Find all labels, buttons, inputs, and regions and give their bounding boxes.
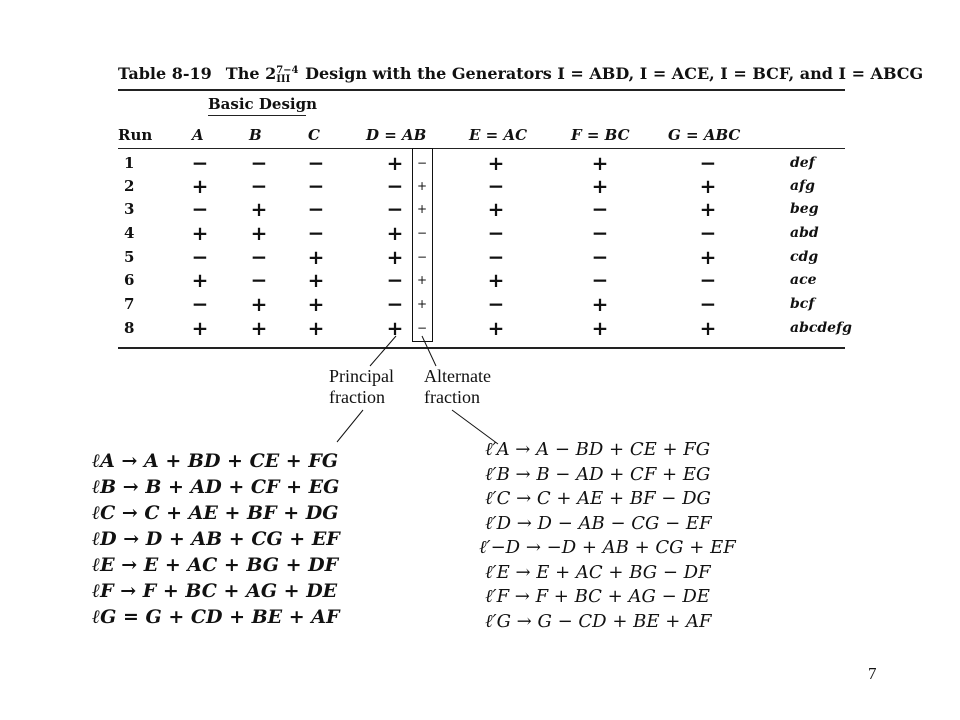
- alternate-label-line: Alternate: [424, 366, 491, 386]
- sign-cell: −: [307, 174, 325, 198]
- sign-cell: −: [386, 292, 404, 316]
- sign-cell: +: [307, 292, 325, 316]
- sign-cell: −: [191, 245, 209, 269]
- alt-sign-cell: −: [416, 250, 428, 264]
- sign-cell: −: [699, 292, 717, 316]
- sign-cell: −: [591, 268, 609, 292]
- sign-cell: −: [591, 197, 609, 221]
- principal-label-line: fraction: [329, 387, 385, 407]
- sign-cell: +: [591, 151, 609, 175]
- sign-cell: −: [591, 245, 609, 269]
- sign-cell: +: [191, 221, 209, 245]
- sign-cell: +: [487, 268, 505, 292]
- page-number: 7: [868, 664, 877, 683]
- principal-alias: ℓE → E + AC + BG + DF: [92, 554, 339, 576]
- alternate-alias-list: [479, 438, 736, 634]
- sign-cell: −: [487, 292, 505, 316]
- table-title-subscript: III: [276, 73, 291, 85]
- header-g: G = ABC: [668, 126, 741, 144]
- sign-cell: +: [386, 316, 404, 340]
- sign-cell: +: [591, 174, 609, 198]
- run-cell: 7: [124, 295, 135, 313]
- alternate-pointer-line: [422, 336, 436, 366]
- header-f: F = BC: [571, 126, 630, 144]
- alt-sign-cell: +: [416, 202, 428, 216]
- sign-cell: +: [250, 221, 268, 245]
- header-c: C: [308, 126, 320, 144]
- sign-cell: −: [386, 197, 404, 221]
- sign-cell: −: [591, 221, 609, 245]
- run-cell: 6: [124, 271, 135, 289]
- sign-cell: +: [250, 197, 268, 221]
- sign-cell: −: [250, 151, 268, 175]
- principal-alias: ℓB → B + AD + CF + EG: [92, 476, 340, 498]
- sign-cell: −: [487, 221, 505, 245]
- run-cell: 2: [124, 177, 135, 195]
- sign-cell: +: [699, 174, 717, 198]
- alternate-alias: ℓ′F → F + BC + AG − DE: [485, 586, 710, 607]
- sign-cell: −: [307, 221, 325, 245]
- sign-cell: +: [191, 268, 209, 292]
- alternate-alias: ℓ′E → E + AC + BG − DF: [485, 561, 711, 583]
- alt-sign-cell: +: [416, 273, 428, 287]
- sign-cell: −: [250, 245, 268, 269]
- sign-cell: +: [250, 316, 268, 340]
- sign-cell: +: [191, 316, 209, 340]
- sign-cell: −: [487, 245, 505, 269]
- principal-alias: ℓD → D + AB + CG + EF: [92, 528, 340, 550]
- sign-cell: −: [487, 174, 505, 198]
- alt-sign-cell: −: [416, 156, 428, 170]
- alt-sign-cell: +: [416, 179, 428, 193]
- alternate-label-line: fraction: [424, 387, 480, 407]
- table-label: Table 8-19: [118, 64, 212, 83]
- factor-label: abd: [790, 225, 819, 241]
- header-e: E = AC: [469, 126, 528, 144]
- alternate-alias: ℓ′D → D − AB − CG − EF: [485, 512, 712, 534]
- principal-alias: ℓA → A + BD + CE + FG: [92, 450, 339, 472]
- sign-cell: +: [386, 151, 404, 175]
- sign-cell: −: [386, 174, 404, 198]
- run-cell: 8: [124, 319, 135, 337]
- factor-label: abcdefg: [790, 320, 852, 336]
- basic-design-label: Basic Design: [208, 95, 317, 113]
- sign-cell: +: [250, 292, 268, 316]
- run-cell: 1: [124, 154, 135, 172]
- alternate-alias: ℓ′−D → −D + AB + CG + EF: [479, 537, 736, 558]
- sign-cell: +: [487, 197, 505, 221]
- sign-cell: −: [307, 197, 325, 221]
- alt-sign-cell: −: [416, 321, 428, 335]
- sign-cell: −: [191, 151, 209, 175]
- factor-label: cdg: [790, 249, 819, 265]
- sign-cell: +: [307, 245, 325, 269]
- alt-sign-cell: +: [416, 297, 428, 311]
- sign-cell: −: [191, 292, 209, 316]
- sign-cell: +: [307, 268, 325, 292]
- alternate-alias: ℓ′A → A − BD + CE + FG: [485, 439, 711, 460]
- sign-cell: +: [307, 316, 325, 340]
- sign-cell: +: [386, 245, 404, 269]
- principal-label-line: Principal: [329, 366, 394, 386]
- factor-label: beg: [790, 201, 819, 217]
- sign-cell: +: [487, 151, 505, 175]
- alternate-alias: ℓ′B → B − AD + CF + EG: [485, 463, 711, 485]
- sign-cell: +: [699, 245, 717, 269]
- factor-label: bcf: [790, 296, 815, 312]
- principal-alias: ℓC → C + AE + BF + DG: [92, 502, 339, 524]
- sign-cell: −: [699, 221, 717, 245]
- alternate-alias: ℓ′G → G − CD + BE + AF: [485, 610, 712, 632]
- sign-cell: +: [191, 174, 209, 198]
- factor-label: def: [790, 155, 815, 171]
- sign-cell: −: [250, 174, 268, 198]
- sign-cell: −: [250, 268, 268, 292]
- sign-cell: −: [307, 151, 325, 175]
- table-title-superscript: 7−4: [276, 64, 299, 76]
- alternate-alias: ℓ′C → C + AE + BF − DG: [485, 488, 711, 509]
- sign-cell: −: [386, 268, 404, 292]
- principal-alias: ℓF → F + BC + AG + DE: [92, 580, 338, 602]
- table-title-rest: Design with the Generators I = ABD, I = ACE, I = BCF, and I = ABCG: [299, 64, 924, 83]
- principal-aliases-pointer-line: [337, 410, 363, 442]
- sign-cell: −: [699, 151, 717, 175]
- header-b: B: [249, 126, 262, 144]
- header-run: Run: [118, 126, 153, 144]
- factor-label: afg: [790, 178, 815, 194]
- run-cell: 5: [124, 248, 135, 266]
- sign-cell: +: [591, 316, 609, 340]
- run-cell: 3: [124, 200, 135, 218]
- sign-cell: +: [591, 292, 609, 316]
- principal-alias-list: [92, 448, 340, 630]
- sign-cell: +: [699, 316, 717, 340]
- principal-alias: ℓG = G + CD + BE + AF: [92, 606, 340, 628]
- alt-sign-cell: −: [416, 226, 428, 240]
- header-d: D = AB: [366, 126, 427, 144]
- sign-cell: −: [699, 268, 717, 292]
- sign-cell: −: [191, 197, 209, 221]
- factor-label: ace: [790, 272, 817, 288]
- sign-cell: +: [386, 221, 404, 245]
- principal-pointer-line: [370, 336, 396, 366]
- header-a: A: [192, 126, 204, 144]
- sign-cell: +: [699, 197, 717, 221]
- run-cell: 4: [124, 224, 135, 242]
- sign-cell: +: [487, 316, 505, 340]
- table-title-prefix: The 2: [225, 64, 277, 83]
